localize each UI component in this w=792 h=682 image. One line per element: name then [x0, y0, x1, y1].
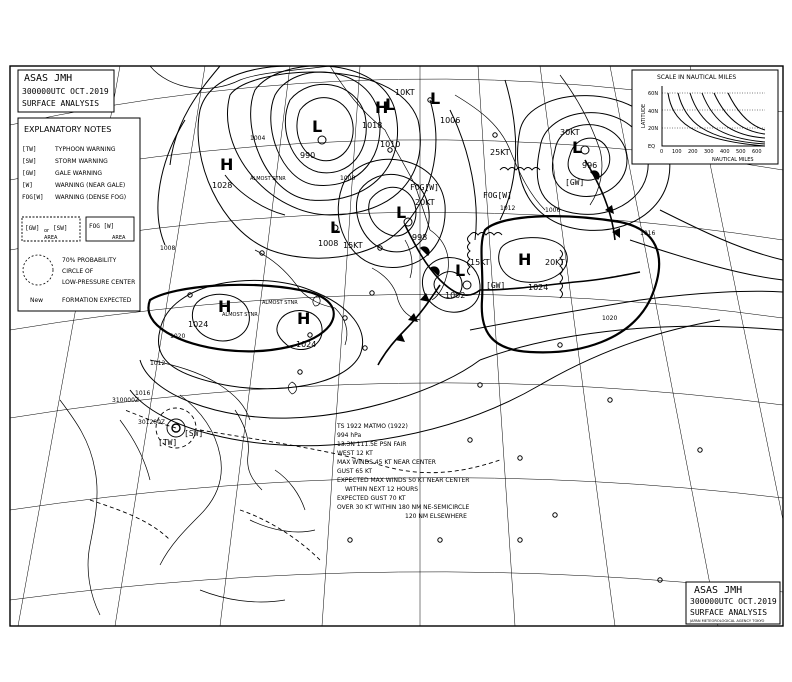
high-pressure-value: 1028: [212, 181, 233, 190]
typhoon-info-line: WITHIN NEXT 12 HOURS: [345, 486, 419, 493]
low-symbol: L: [572, 138, 583, 157]
typhoon-info-line: EXPECTED MAX WINDS 50 KT NEAR CENTER: [337, 477, 470, 484]
typhoon-info-line: GUST 65 KT: [337, 468, 373, 475]
isobar-label: 1006: [545, 207, 561, 214]
typhoon-info-line: MAX WINDS 45 KT NEAR CENTER: [337, 459, 436, 466]
movement-speed: 25KT: [490, 148, 510, 157]
legend-label: GALE WARNING: [55, 170, 103, 177]
isobar-label: 1020: [170, 333, 186, 340]
scale-distance: 400: [720, 149, 730, 155]
isobar-label: 1004: [250, 135, 266, 142]
legend-fog-area-code: FOG [W]: [89, 223, 115, 230]
isobar-label: 1020: [602, 315, 618, 322]
low-pressure-value: 990: [300, 151, 316, 160]
scale-latitude: 20N: [648, 126, 659, 132]
footer-agency: ASAS JMH: [694, 585, 743, 596]
track-time-label: 310000Z: [112, 397, 140, 404]
scale-title: SCALE IN NAUTICAL MILES: [657, 74, 737, 81]
typhoon-info-line: WEST 12 KT: [337, 450, 373, 457]
scale-distance: 600: [752, 149, 762, 155]
low-pressure-value: 996: [582, 161, 598, 170]
isobar-label: 1012: [500, 205, 516, 212]
legend-code: [SW]: [22, 158, 37, 165]
typhoon-info-line: EXPECTED GUST 70 KT: [337, 495, 406, 502]
high-symbol: H: [218, 297, 232, 316]
legend-label: WARNING (NEAR GALE): [55, 182, 126, 189]
high-symbol: H: [518, 250, 532, 269]
isobar-label: 1016: [135, 390, 151, 397]
legend-code: [TW]: [22, 146, 37, 153]
high-pressure-value: 1024: [296, 340, 317, 349]
footer-agency-name: JAPAN METEOROLOGICAL AGENCY TOKYO: [690, 619, 765, 623]
scale-latitude: 60N: [648, 91, 659, 97]
low-pressure-value: 1006: [440, 116, 461, 125]
typhoon-info-line: OVER 30 KT WITHIN 180 NM NE-SEMICIRCLE: [337, 504, 470, 511]
low-pressure-value: 1002: [445, 291, 466, 300]
fog-warning-tag: FOG[W]: [410, 183, 439, 192]
high-pressure-value: 1018: [362, 121, 383, 130]
header-product: SURFACE ANALYSIS: [22, 99, 100, 108]
scale-distance: 0: [660, 149, 664, 155]
scale-distance: 200: [688, 149, 698, 155]
high-pressure-value: 1024: [188, 320, 209, 329]
typhoon-info-line: 13.3N 111.5E PSN FAIR: [337, 441, 407, 448]
isobar-label: 1012: [150, 360, 166, 367]
movement-speed: 20KT: [545, 258, 565, 267]
low-symbol: L: [430, 89, 441, 108]
scale-latitude: EQ: [648, 144, 656, 150]
legend-fog-area-label: AREA: [112, 235, 126, 241]
movement-speed: 10KT: [395, 88, 415, 97]
legend-probability-line: 70% PROBABILITY: [62, 257, 117, 264]
gale-warning-tag: [GW]: [486, 281, 506, 290]
legend-code: [W]: [22, 182, 33, 189]
header-issue-time: 300000UTC OCT.2019: [22, 87, 109, 96]
gale-warning-tag: [GW]: [565, 178, 585, 187]
scale-box: [632, 70, 778, 164]
low-symbol: L: [385, 95, 396, 114]
low-pressure-value: 1008: [318, 239, 339, 248]
low-symbol: L: [455, 261, 466, 280]
fog-warning-tag: FOG[W]: [483, 191, 512, 200]
movement-speed: 15KT: [470, 258, 490, 267]
movement-speed: 15KT: [343, 241, 363, 250]
scale-distance: 500: [736, 149, 746, 155]
isobar-label: 1000: [340, 175, 356, 182]
typhoon-info-line: 994 hPa: [337, 432, 362, 439]
header-box: [18, 70, 114, 112]
scale-distance: 100: [672, 149, 682, 155]
footer-box: [686, 582, 780, 624]
isobar-label: 1008: [160, 245, 176, 252]
scale-x-axis-label: NAUTICAL MILES: [712, 157, 754, 163]
typhoon-warning-tag: [TW]: [158, 438, 178, 447]
low-symbol: L: [312, 117, 323, 136]
legend-title: EXPLANATORY NOTES: [24, 125, 112, 134]
legend-probability-line: CIRCLE OF: [62, 268, 94, 275]
legend-label: STORM WARNING: [55, 158, 108, 165]
header-agency: ASAS JMH: [24, 73, 73, 84]
typhoon-info-line: 120 NM ELSEWHERE: [405, 513, 467, 520]
low-pressure-value: 998: [412, 233, 428, 242]
typhoon-info-line: TS 1922 MATMO (1922): [337, 423, 408, 430]
legend-label: WARNING (DENSE FOG): [55, 194, 127, 201]
legend-code: FOG[W]: [22, 194, 44, 201]
movement-speed: 20KT: [415, 198, 435, 207]
almost-stnr-label: ALMOST STNR: [222, 312, 258, 318]
low-symbol: L: [396, 203, 407, 222]
low-symbol: L: [330, 218, 341, 237]
legend-area-gw: [GW]: [25, 225, 40, 232]
high-symbol: H: [297, 309, 311, 328]
storm-warning-tag: [SW]: [184, 429, 204, 438]
legend-area-sw: [SW]: [53, 225, 68, 232]
legend-new-code: New: [30, 297, 44, 304]
legend-area-or: or: [44, 228, 50, 234]
legend-probability-line: LOW-PRESSURE CENTER: [62, 279, 136, 286]
isobar-label: 1016: [640, 230, 656, 237]
high-pressure-value: 1024: [528, 283, 549, 292]
legend-area-label: AREA: [44, 235, 58, 241]
almost-stnr-label: ALMOST STNR: [262, 300, 298, 306]
legend-new-label: FORMATION EXPECTED: [62, 297, 132, 304]
footer-issue-time: 300000UTC OCT.2019: [690, 597, 777, 606]
scale-distance: 300: [704, 149, 714, 155]
legend-box: [18, 118, 140, 311]
legend-label: TYPHOON WARNING: [55, 146, 116, 153]
scale-y-axis-label: LATITUDE: [641, 103, 647, 128]
track-time-label: 301200Z: [138, 419, 166, 426]
scale-latitude: 40N: [648, 109, 659, 115]
high-symbol: H: [375, 98, 389, 117]
movement-speed: 30KT: [560, 128, 580, 137]
high-symbol: H: [220, 155, 234, 174]
low-pressure-value: 1010: [380, 140, 401, 149]
almost-stnr-label: ALMOST STNR: [250, 176, 286, 182]
legend-code: [GW]: [22, 170, 37, 177]
footer-product: SURFACE ANALYSIS: [690, 608, 768, 617]
